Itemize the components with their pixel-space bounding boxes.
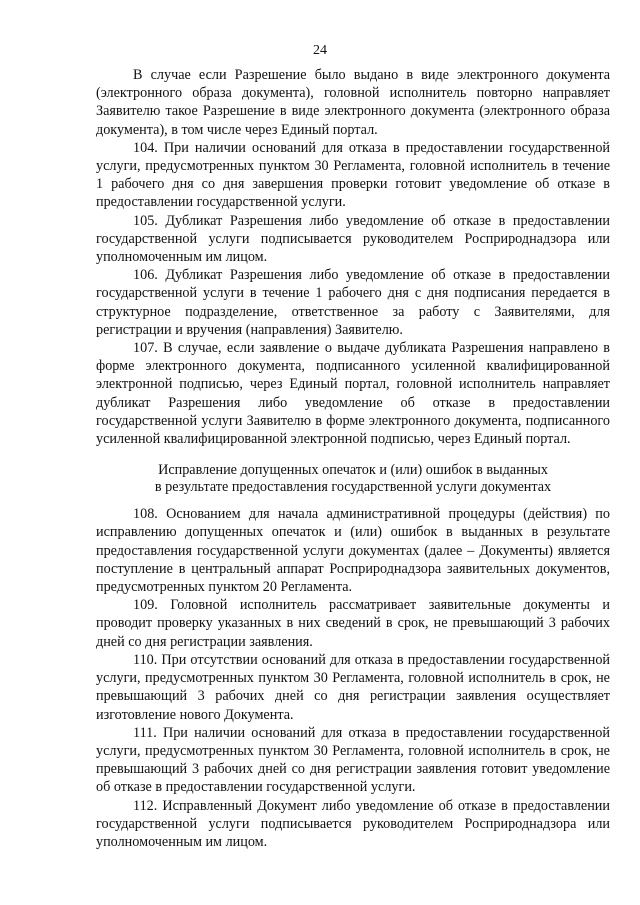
section-heading-line-2: в результате предоставления государственной услуги документах bbox=[154, 478, 552, 495]
paragraph-109: 109. Головной исполнитель рассматривает заявительные документы и проводит проверку указанных в них сведений в срок, не превышающий 3 рабочих дней со дня регистрации заявления. bbox=[96, 597, 610, 650]
paragraph-110: 110. При отсутствии оснований для отказа в предоставлении государственной услуги, предусмотренных пунктом 30 Регламента, головной исполнитель в срок, не превышающий 3 рабочих дней со дня регистрации заявления осуществляет изготовление нового Документа. bbox=[96, 651, 610, 723]
page-number: 24 bbox=[313, 43, 327, 58]
paragraph-112: 112. Исправленный Документ либо уведомление об отказе в предоставлении государственной услуги подписывается руководителем Росприроднадзора или уполномоченным им лицом. bbox=[96, 797, 610, 850]
paragraph-105: 105. Дубликат Разрешения либо уведомление об отказе в предоставлении государственной услуги подписывается руководителем Росприроднадзора или уполномоченным им лицом. bbox=[96, 212, 610, 266]
section-heading-line-1: Исправление допущенных опечаток и (или) ошибок в выданных bbox=[158, 462, 548, 479]
section-heading bbox=[96, 462, 610, 495]
paragraph-111: 111. При наличии оснований для отказа в предоставлении государственной услуги, предусмотренных пунктом 30 Регламента, головной исполнитель в срок, не превышающий 3 рабочих дней со дня регистрации заявления готовит уведомление об отказе в предоставлении государственной услуги. bbox=[96, 724, 610, 796]
paragraph-108: 108. Основанием для начала административной процедуры (действия) по исправлению допущенных опечаток и (или) ошибок в выданных в результате предоставления государственной услуги документах (далее – Документы) является поступление в центральный аппарат Росприроднадзора заявительных документов, предусмотренных пунктом 20 Регламента. bbox=[96, 506, 610, 596]
paragraph-104: 104. При наличии оснований для отказа в предоставлении государственной услуги, предусмотренных пунктом 30 Регламента, головной исполнитель в течение 1 рабочего дня со дня завершения проверки готовит уведомление об отказе в предоставлении государственной услуги. bbox=[96, 139, 610, 211]
document-body bbox=[96, 66, 610, 851]
paragraph-107: 107. В случае, если заявление о выдаче дубликата Разрешения направлено в форме электронного документа, подписанного усиленной квалифицированной электронной подписью, через Единый портал, головной исполнитель направляет дубликат Разрешения либо уведомление об отказе в предоставлении государственной услуги Заявителю в форме электронного документа, подписанного усиленной квалифицированной электронной подписью, через Единый портал. bbox=[96, 340, 610, 448]
paragraph-electronic-resend: В случае если Разрешение было выдано в виде электронного документа (электронного образа документа), головной исполнитель повторно направляет Заявителю такое Разрешение в виде электронного документа (электронного образа документа), в том числе через Единый портал. bbox=[96, 67, 610, 138]
paragraph-106: 106. Дубликат Разрешения либо уведомление об отказе в предоставлении государственной услуги в течение 1 рабочего дня с дня подписания передается в структурное подразделение, ответственное за работу с Заявителями, для регистрации и вручения (направления) Заявителю. bbox=[96, 267, 610, 338]
